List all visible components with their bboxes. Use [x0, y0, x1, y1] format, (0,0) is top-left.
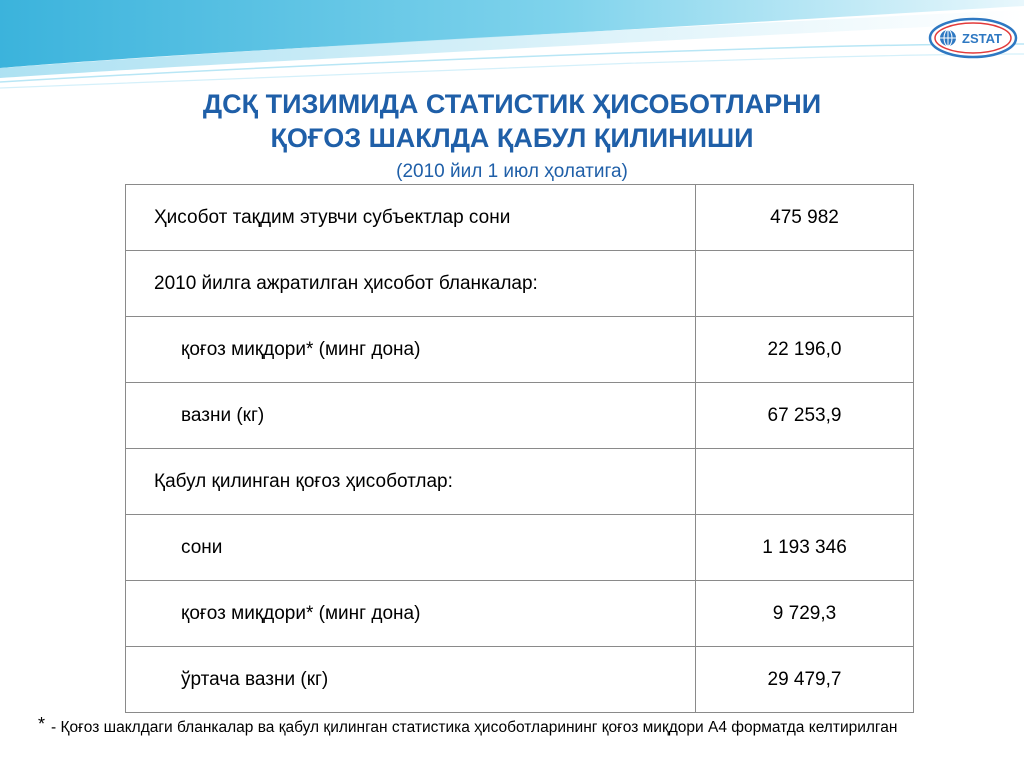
row-label: вазни (кг) — [126, 383, 696, 449]
page-subtitle: (2010 йил 1 июл ҳолатига) — [396, 161, 628, 182]
row-value: 1 193 346 — [696, 515, 914, 581]
row-value — [696, 449, 914, 515]
row-label: қоғоз миқдори* (минг дона) — [126, 317, 696, 383]
table-row — [126, 515, 914, 581]
globe-icon — [940, 30, 956, 46]
table-row — [126, 581, 914, 647]
row-value: 29 479,7 — [696, 647, 914, 713]
row-value: 67 253,9 — [696, 383, 914, 449]
footnote-marker: * — [38, 714, 46, 734]
statistics-table — [125, 184, 914, 713]
zstat-logo — [928, 16, 1018, 60]
footnote — [38, 716, 1018, 737]
row-value: 475 982 — [696, 185, 914, 251]
table-row — [126, 251, 914, 317]
page-title-line-1: ДСҚ ТИЗИМИДА СТАТИСТИК ҲИСОБОТЛАРНИ — [202, 89, 822, 119]
page-title-line-2: ҚОҒОЗ ШАКЛДА ҚАБУЛ ҚИЛИНИШИ — [270, 123, 754, 153]
row-label: Қабул қилинган қоғоз ҳисоботлар: — [126, 449, 696, 515]
header-wave-band — [0, 0, 1024, 100]
logo-text: ZSTAT — [962, 31, 1002, 46]
row-value — [696, 251, 914, 317]
row-label: 2010 йилга ажратилган ҳисобот бланкалар: — [126, 251, 696, 317]
row-label: сони — [126, 515, 696, 581]
table-row — [126, 647, 914, 713]
table-row — [126, 185, 914, 251]
footnote-text: - Қоғоз шаклдаги бланкалар ва қабул қилинган статистика ҳисоботларининг қоғоз миқдори А4 форматда келтирилган — [51, 719, 898, 736]
row-label: Ҳисобот тақдим этувчи субъектлар сони — [126, 185, 696, 251]
row-label: ўртача вазни (кг) — [126, 647, 696, 713]
table-row — [126, 449, 914, 515]
row-value: 9 729,3 — [696, 581, 914, 647]
row-label: қоғоз миқдори* (минг дона) — [126, 581, 696, 647]
row-value: 22 196,0 — [696, 317, 914, 383]
table-row — [126, 383, 914, 449]
table-row — [126, 317, 914, 383]
